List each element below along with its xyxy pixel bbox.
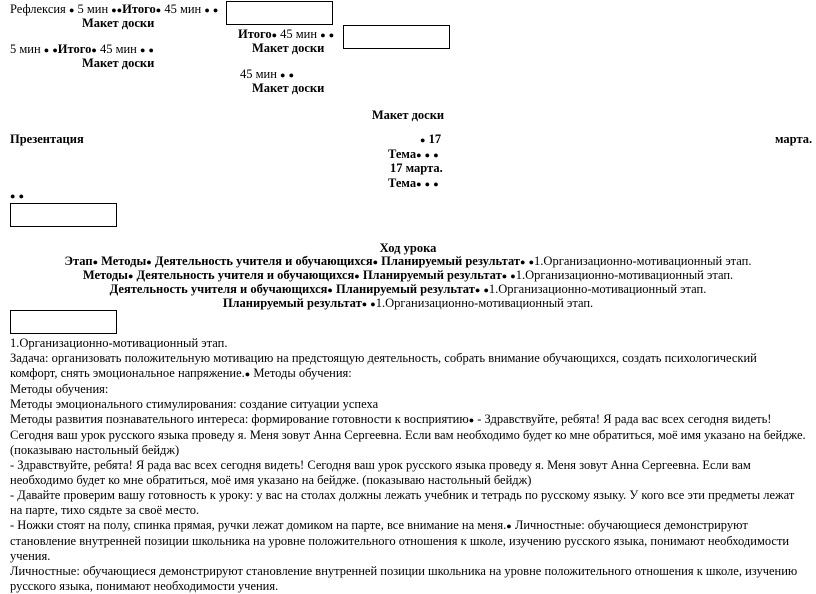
bullet-icon: ● xyxy=(510,271,516,281)
bullet-icon: ● xyxy=(354,271,360,281)
presentation-month: марта. xyxy=(775,132,813,146)
bullet-icon: ● xyxy=(370,299,376,309)
lesson-header-row-4: Планируемый результат● ●1.Организационно-мотивационный этап. xyxy=(222,296,594,310)
methods-emotional: Методы эмоционального стимулирования: создание ситуации успеха xyxy=(10,397,379,411)
bullet-icon: ● xyxy=(483,285,489,295)
presentation-label: Презентация xyxy=(10,132,84,146)
bullet-icon: ● xyxy=(212,5,219,15)
task-paragraph: Задача: организовать положительную мотивацию на предстоящую деятельность, собрать внимание обучающихся, создать психологический комфорт, снять эмоциональное напряжение.● Методы обучения: xyxy=(10,351,757,380)
bullet-icon: ● xyxy=(424,179,431,189)
bullet-icon: ● xyxy=(271,30,278,40)
methods-cognitive: Методы развития познавательного интереса: формирование готовности к восприятию● - Здравствуйте, ребята! Я рада вас всех сегодня видеть! Сегодня ваш урок русского языка проведу я. Меня зовут Анна Сергеевна. Если вам необходимо будет ко мне обратиться, моё имя указано на бейдже. (показываю настольный бейдж) xyxy=(10,412,806,457)
bullet-icon: ● xyxy=(111,5,117,15)
board-layout-label-2: Макет доски xyxy=(82,56,155,70)
placeholder-box-4 xyxy=(10,310,117,334)
bullet-icon: ● xyxy=(468,415,475,425)
bullet-icon: ● xyxy=(148,45,154,55)
top-line-1: Рефлексия ● 5 мин ●●Итого● 45 мин ● ● xyxy=(10,2,219,16)
bullet-icon: ● xyxy=(320,30,326,40)
bullet-icon: ● xyxy=(127,271,134,281)
readiness-paragraph: - Давайте проверим вашу готовность к уроку: у вас на столах должны лежать учебник и тетрадь по русскому языку. У кого все эти предметы лежат на парте, тихо сядьте за своё место. xyxy=(10,488,795,517)
date-full: 17 марта. xyxy=(390,161,443,175)
board-layout-label-5: Макет доски xyxy=(371,108,445,122)
total-line-mid: Итого● 45 мин ● ● xyxy=(238,27,335,41)
bullet-icon: ● xyxy=(474,285,481,295)
bullet-icon: ● xyxy=(10,191,16,201)
bullet-icon: ● xyxy=(328,30,335,40)
bullet-icon: ● xyxy=(327,285,333,295)
greeting-paragraph: - Здравствуйте, ребята! Я рада вас всех сегодня видеть! Сегодня ваш урок русского языка проведу я. Меня зовут Анна Сергеевна. Если вам необходимо будет ко мне обратиться, моё имя указано на бейдже. (показываю настольный бейдж) xyxy=(10,458,751,487)
board-layout-label-3: Макет доски xyxy=(252,41,325,55)
placeholder-box-3 xyxy=(10,203,117,227)
bullet-icon: ● xyxy=(204,5,210,15)
lesson-header-row-3: Деятельность учителя и обучающихся● Планируемый результат● ●1.Организационно-мотивационный этап. xyxy=(109,282,707,296)
top-line-2: 5 мин ● ●Итого● 45 мин ● ● xyxy=(10,42,154,56)
bullet-icon: ● xyxy=(528,257,535,267)
stage-title: 1.Организационно-мотивационный этап. xyxy=(10,336,228,350)
bullet-icon: ● xyxy=(68,5,75,15)
bullet-icon: ● xyxy=(433,179,439,189)
presentation-date: ● 17 xyxy=(420,132,442,146)
lesson-title: Ход урока xyxy=(379,241,437,255)
bullet-icon: ● xyxy=(244,369,251,379)
placeholder-box-2 xyxy=(343,25,450,49)
bullet-icon: ● xyxy=(116,5,123,15)
bullet-icon: ● xyxy=(43,45,50,55)
board-layout-label-4: Макет доски xyxy=(252,81,325,95)
lesson-body xyxy=(10,336,806,594)
bullet-icon: ● xyxy=(91,45,97,55)
bullet-icon: ● xyxy=(139,45,146,55)
bullet-icon: ● xyxy=(18,191,24,201)
bullet-icon: ● xyxy=(416,179,422,189)
bullet-icon: ● xyxy=(361,299,368,309)
methods-heading: Методы обучения: xyxy=(10,382,109,396)
personal-results-paragraph: Личностные: обучающиеся демонстрируют становление внутренней позиции школьника на уровне положительного отношения к школе, изучению русского языка, понимают необходимости учения. xyxy=(10,564,798,593)
bullet-icon: ● xyxy=(288,70,295,80)
bullet-icon: ● xyxy=(155,5,162,15)
bullet-icon: ● xyxy=(280,70,286,80)
bullet-icon: ● xyxy=(501,271,508,281)
topic-line-1: Тема● ● ● xyxy=(388,147,439,161)
bullet-icon: ● xyxy=(433,150,439,160)
bullet-icon: ● xyxy=(424,150,431,160)
stray-bullets xyxy=(10,188,24,204)
placeholder-box-1 xyxy=(226,1,333,25)
bullet-icon: ● xyxy=(420,135,426,145)
bullet-icon: ● xyxy=(92,257,98,267)
bullet-icon: ● xyxy=(506,521,512,531)
bullet-icon: ● xyxy=(520,257,526,267)
bullet-icon: ● xyxy=(372,257,379,267)
posture-paragraph: - Ножки стоят на полу, спинка прямая, ручки лежат домиком на парте, все внимание на меня.● Личностные: обучающиеся демонстрируют становление внутренней позиции школьника на уровне положительного отношения к школе, изучению русского языка, понимают необходимости учения. xyxy=(10,518,790,563)
topic-line-2: Тема● ● ● xyxy=(388,176,439,190)
bullet-icon: ● xyxy=(146,257,152,267)
total-line-low: 45 мин ● ● xyxy=(240,67,295,81)
board-layout-label-1: Макет доски xyxy=(82,16,155,30)
lesson-header-row-2: Методы● Деятельность учителя и обучающихся● Планируемый результат● ●1.Организационно-мотивационный этап. xyxy=(82,268,734,282)
lesson-header-row-1: Этап● Методы● Деятельность учителя и обучающихся● Планируемый результат● ●1.Организационно-мотивационный этап. xyxy=(64,254,752,268)
bullet-icon: ● xyxy=(52,45,58,55)
bullet-icon: ● xyxy=(416,150,422,160)
